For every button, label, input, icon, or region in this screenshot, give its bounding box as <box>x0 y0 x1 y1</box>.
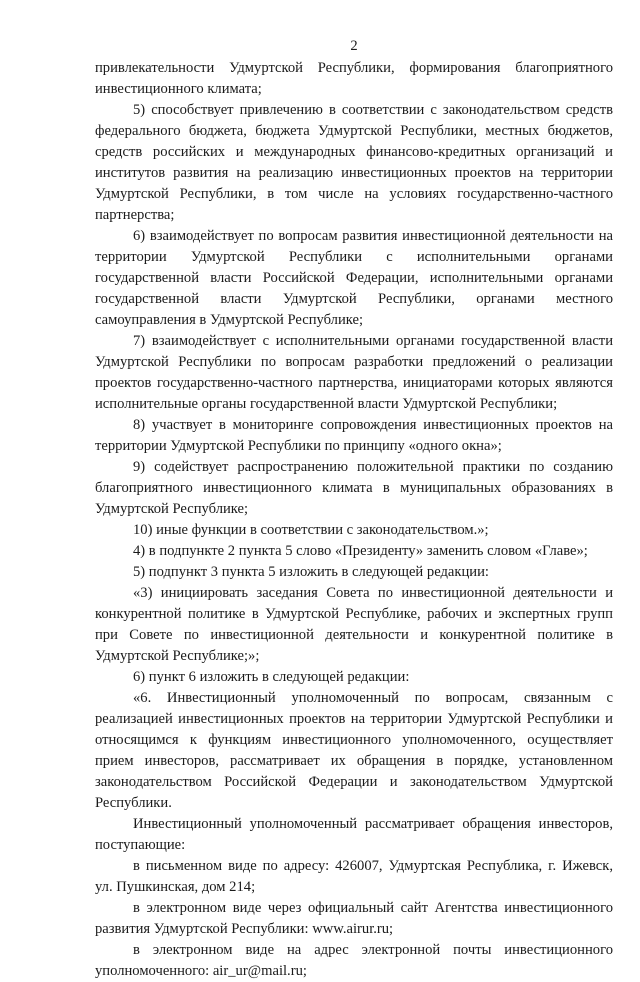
paragraph: 9) содействует распространению положительной практики по созданию благоприятного инвестиционного климата в муниципальных образованиях в Удмуртской Республике; <box>95 459 613 517</box>
page-number: 2 <box>350 38 358 54</box>
paragraph: 4) в подпункте 2 пункта 5 слово «Президенту» заменить словом «Главе»; <box>133 543 588 559</box>
paragraph: 8) участвует в мониторинге сопровождения инвестиционных проектов на территории Удмуртской Республики по принципу «одного окна»; <box>95 417 613 454</box>
paragraph: 6) пункт 6 изложить в следующей редакции: <box>133 669 410 685</box>
document-body <box>95 58 613 982</box>
paragraph: в письменном виде по адресу: 426007, Удмуртская Республика, г. Ижевск, ул. Пушкинская, дом 214; <box>95 858 613 895</box>
paragraph: в электронном виде на адрес электронной почты инвестиционного уполномоченного: air_ur@mail.ru; <box>95 942 613 979</box>
paragraph: Инвестиционный уполномоченный рассматривает обращения инвесторов, поступающие: <box>95 816 613 853</box>
paragraph: 5) способствует привлечению в соответствии с законодательством средств федерального бюджета, бюджета Удмуртской Республики, местных бюджетов, средств российских и международных финансово-кредитных организаций и институтов развития на реализацию инвестиционных проектов на территории Удмуртской Республики, в том числе на условиях государственно-частного партнерства; <box>95 102 613 223</box>
paragraph: 7) взаимодействует с исполнительными органами государственной власти Удмуртской Республики по вопросам разработки предложений о реализации проектов государственно-частного партнерства, инициаторами которых являются исполнительные органы государственной власти Удмуртской Республики; <box>95 333 613 412</box>
paragraph: в электронном виде через официальный сайт Агентства инвестиционного развития Удмуртской Республики: www.airur.ru; <box>95 900 613 937</box>
paragraph: «6. Инвестиционный уполномоченный по вопросам, связанным с реализацией инвестиционных проектов на территории Удмуртской Республики и относящимся к функциям инвестиционного уполномоченного, осуществляет прием инвесторов, рассматривает их обращения в порядке, установленном законодательством Российской Федерации и законодательством Удмуртской Республики. <box>95 690 613 811</box>
paragraph: 10) иные функции в соответствии с законодательством.»; <box>133 522 489 538</box>
paragraph: привлекательности Удмуртской Республики, формирования благоприятного инвестиционного климата; <box>95 60 613 97</box>
paragraph: 6) взаимодействует по вопросам развития инвестиционной деятельности на территории Удмуртской Республики с исполнительными органами государственной власти Российской Федерации, исполнительными органами государственной власти Удмуртской Республики, органами местного самоуправления в Удмуртской Республике; <box>95 228 613 328</box>
paragraph: 5) подпункт 3 пункта 5 изложить в следующей редакции: <box>133 564 489 580</box>
document-page <box>95 36 613 982</box>
paragraph: «3) инициировать заседания Совета по инвестиционной деятельности и конкурентной политике в Удмуртской Республике, рабочих и экспертных групп при Совете по инвестиционной деятельности и конкурентной политике в Удмуртской Республике;»; <box>95 585 613 664</box>
